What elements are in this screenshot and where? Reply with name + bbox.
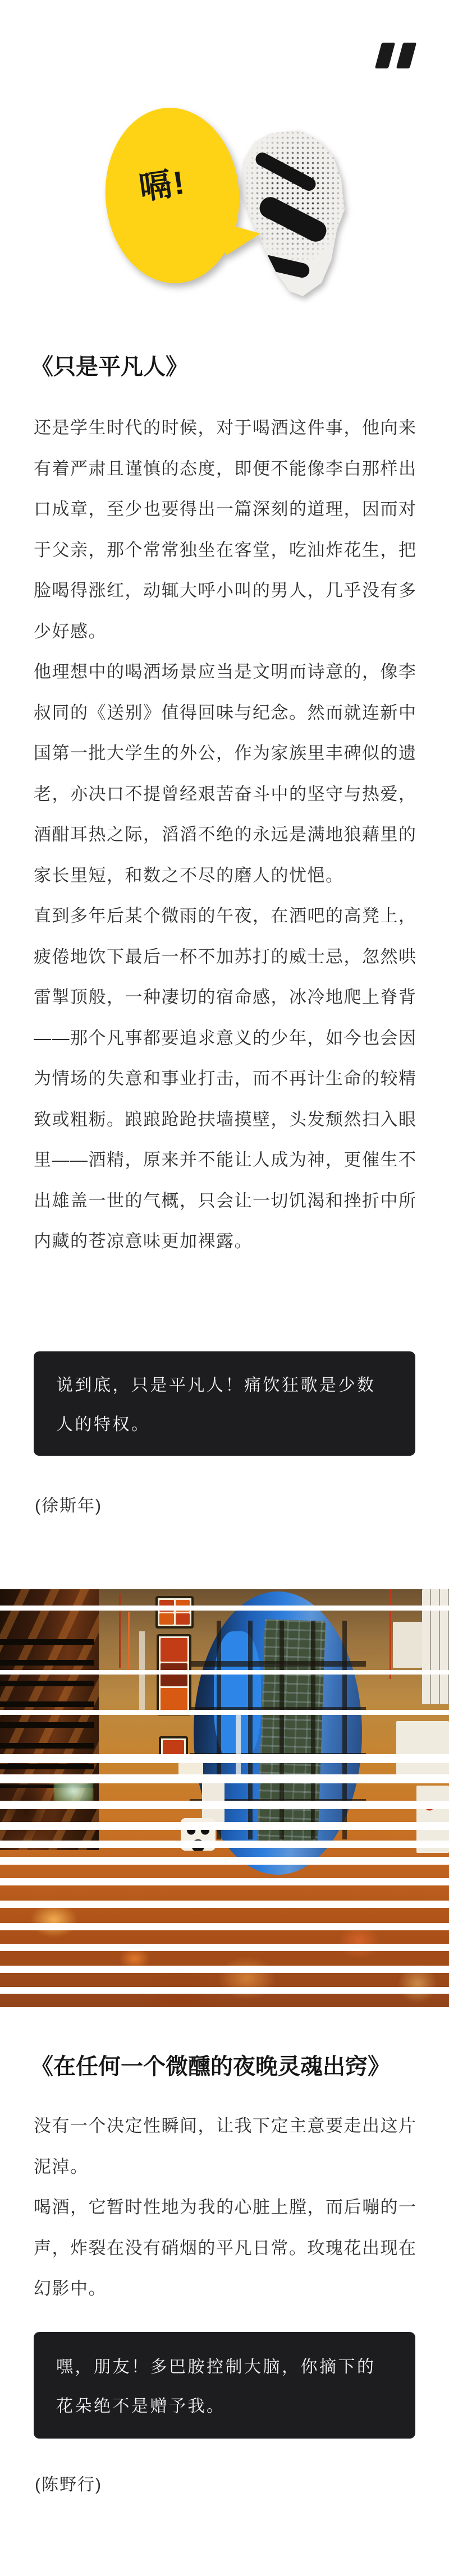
article1-quote-text: 说到底，只是平凡人！痛饮狂歌是少数人的特权。	[56, 1376, 376, 1434]
photo-dark-branches	[0, 1774, 53, 1847]
sign-glyph	[161, 1663, 187, 1687]
quote-bar-icon	[375, 43, 395, 68]
article2-quote-box	[34, 2332, 415, 2439]
glitch-line	[128, 1612, 130, 1676]
glitch-stripe	[0, 1966, 449, 1973]
quote-bar-icon	[396, 43, 416, 68]
sign-glyph	[161, 1638, 187, 1662]
sign-glyph	[159, 1613, 174, 1625]
article1-body	[34, 408, 418, 1262]
glitch-stripe	[0, 1822, 449, 1830]
glitch-stripe	[0, 1774, 449, 1783]
article1-title: 《只是平凡人》	[31, 355, 188, 379]
glitch-stripe	[0, 1754, 449, 1763]
glitch-line	[119, 1594, 121, 1668]
glitch-stripe	[0, 1801, 449, 1809]
signboard	[157, 1634, 191, 1715]
article1-paragraph-2: 他理想中的喝酒场景应当是文明而诗意的，像李叔同的《送别》值得回味与纪念。然而就连新中国第一批大学生的外公，作为家族里丰碑似的遗老，亦决口不提曾经艰苦奋斗中的坚守与热爱，酒酣耳热之际，滔滔不绝的永远是满地狼藉里的家长里短，和数之不尽的磨人的忧悒。	[34, 662, 417, 885]
glitch-photo	[0, 1589, 449, 2007]
glitch-line	[236, 1710, 241, 1783]
sign-glyph	[176, 1613, 190, 1625]
glitch-line	[390, 1589, 391, 1679]
glitch-stripe	[0, 1606, 449, 1611]
glitch-stripe	[0, 1710, 449, 1715]
glitch-stripe	[0, 1670, 449, 1675]
sign-glyph	[161, 1688, 187, 1712]
article2-body	[34, 2106, 418, 2310]
article2-quote-text: 嘿，朋友！多巴胺控制大脑，你摘下的花朵绝不是赠予我。	[56, 2358, 376, 2416]
glitch-stripe	[0, 1857, 449, 1865]
article1-quote-box	[34, 1351, 415, 1456]
article1-author: (徐斯年)	[35, 1497, 102, 1515]
signboard	[396, 1721, 449, 1774]
signboard	[155, 1596, 194, 1629]
article2-author: (陈野行)	[35, 2476, 102, 2494]
glitch-stripe	[0, 1901, 449, 1908]
face-blob	[235, 130, 345, 296]
closing-quote-icon	[378, 43, 413, 68]
signboard	[393, 1622, 422, 1668]
glitch-stripe	[0, 1923, 449, 1930]
article2-paragraph-2: 喝酒，它暂时性地为我的心脏上膛，而后嘣的一声，炸裂在没有硝烟的平凡日常。玫瑰花出现在幻影中。	[34, 2197, 417, 2298]
article2-paragraph-1: 没有一个决定性瞬间，让我下定主意要走出这片泥淖。	[34, 2116, 417, 2177]
bubble-text: 嗝!	[136, 164, 189, 207]
article2-title: 《在任何一个微醺的夜晚灵魂出窍》	[31, 2054, 390, 2079]
photo-blinds	[0, 1624, 94, 1788]
glitch-stripe	[0, 1841, 449, 1848]
glitch-stripe	[0, 1944, 449, 1951]
glitch-stripe	[0, 1987, 449, 1994]
article1-paragraph-3: 直到多年后某个微雨的午夜，在酒吧的高凳上，疲倦地饮下最后一杯不加苏打的威士忌，忽然哄雷掣顶般，一种凄切的宿命感，冰冷地爬上脊背——那个凡事都要追求意义的少年，如今也会因为情场的失意和事业打击，而不再计生命的较精致或粗粝。踉踉跄跄扶墙摸壁，头发颓然扫入眼里——酒精，原来并不能让人成为神，更催生不出雄盖一世的气概，只会让一切饥渴和挫折中所内藏的苍凉意味更加裸露。	[34, 906, 417, 1251]
article1-paragraph-1: 还是学生时代的时候，对于喝酒这件事，他向来有着严肃且谨慎的态度，即便不能像李白那样出口成章，至少也要得出一篇深刻的道理，因而对于父亲，那个常常独坐在客堂，吃油炸花生，把脸喝得涨红，动辄大呼小叫的男人，几乎没有多少好感。	[34, 418, 417, 641]
glitch-stripe	[0, 1878, 449, 1885]
